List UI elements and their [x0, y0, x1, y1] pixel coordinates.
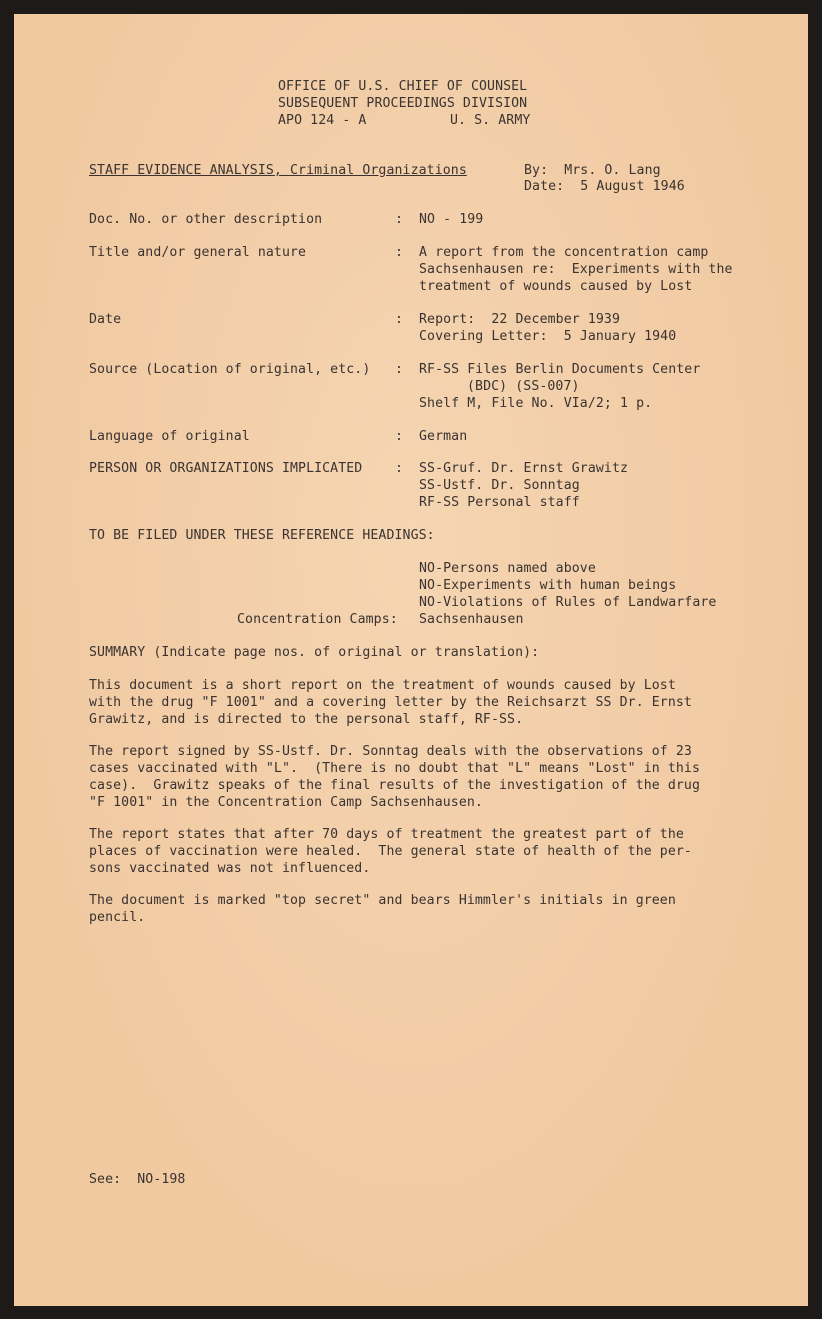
- summary-line: This document is a short report on the treatment of wounds caused by Lost: [89, 678, 676, 693]
- source-line: (BDC) (SS-007): [467, 379, 580, 394]
- header-apo: APO 124 - A: [278, 113, 367, 128]
- language-label: Language of original: [89, 429, 250, 444]
- summary-line: The report states that after 70 days of treatment the greatest part of the: [89, 827, 684, 842]
- summary-line: Grawitz, and is directed to the personal staff, RF-SS.: [89, 712, 524, 727]
- summary-line: case). Grawitz speaks of the final results of the investigation of the drug: [89, 778, 701, 793]
- nature-line: treatment of wounds caused by Lost: [419, 279, 693, 294]
- nature-label: Title and/or general nature: [89, 245, 307, 260]
- person-item: RF-SS Personal staff: [419, 495, 580, 510]
- author: By: Mrs. O. Lang: [524, 163, 661, 178]
- persons-sep: :: [395, 461, 404, 476]
- reference-heading: NO-Experiments with human beings: [419, 578, 677, 593]
- date-label: Date: [89, 312, 122, 327]
- persons-label: PERSON OR ORGANIZATIONS IMPLICATED: [89, 461, 363, 476]
- source-line: RF-SS Files Berlin Documents Center: [419, 362, 701, 377]
- date-sep: :: [395, 312, 404, 327]
- reference-heading: NO-Persons named above: [419, 561, 596, 576]
- nature-line: A report from the concentration camp: [419, 245, 709, 260]
- summary-line: with the drug "F 1001" and a covering letter by the Reichsarzt SS Dr. Ernst: [89, 695, 692, 710]
- summary-line: "F 1001" in the Concentration Camp Sachsenhausen.: [89, 795, 483, 810]
- header-army: U. S. ARMY: [450, 113, 531, 128]
- doc-no-sep: :: [395, 212, 404, 227]
- doc-no-label: Doc. No. or other description: [89, 212, 323, 227]
- reference-heading: NO-Violations of Rules of Landwarfare: [419, 595, 717, 610]
- document-title: STAFF EVIDENCE ANALYSIS, Criminal Organizations: [89, 163, 467, 178]
- camps-value: Sachsenhausen: [419, 612, 524, 627]
- see-reference: See: NO-198: [89, 1172, 186, 1187]
- source-label: Source (Location of original, etc.): [89, 362, 371, 377]
- report-date: Report: 22 December 1939: [419, 312, 620, 327]
- language-sep: :: [395, 429, 404, 444]
- covering-letter-date: Covering Letter: 5 January 1940: [419, 329, 677, 344]
- reference-headings-title: TO BE FILED UNDER THESE REFERENCE HEADINGS:: [89, 528, 435, 543]
- summary-line: cases vaccinated with "L". (There is no doubt that "L" means "Lost" in this: [89, 761, 701, 776]
- person-item: SS-Gruf. Dr. Ernst Grawitz: [419, 461, 629, 476]
- source-line: Shelf M, File No. VIa/2; 1 p.: [419, 396, 653, 411]
- summary-line: places of vaccination were healed. The general state of health of the per-: [89, 844, 692, 859]
- nature-sep: :: [395, 245, 404, 260]
- language-value: German: [419, 429, 468, 444]
- summary-line: The document is marked "top secret" and bears Himmler's initials in green: [89, 893, 676, 908]
- header-division: SUBSEQUENT PROCEEDINGS DIVISION: [278, 96, 528, 111]
- nature-line: Sachsenhausen re: Experiments with the: [419, 262, 733, 277]
- camps-label: Concentration Camps:: [237, 612, 398, 627]
- summary-line: pencil.: [89, 910, 146, 925]
- summary-line: sons vaccinated was not influenced.: [89, 861, 371, 876]
- analysis-date: Date: 5 August 1946: [524, 179, 685, 194]
- summary-line: The report signed by SS-Ustf. Dr. Sonntag deals with the observations of 23: [89, 744, 692, 759]
- document-page: [14, 14, 808, 1306]
- person-item: SS-Ustf. Dr. Sonntag: [419, 478, 580, 493]
- doc-no-value: NO - 199: [419, 212, 484, 227]
- summary-title: SUMMARY (Indicate page nos. of original or translation):: [89, 645, 540, 660]
- header-office: OFFICE OF U.S. CHIEF OF COUNSEL: [278, 79, 528, 94]
- source-sep: :: [395, 362, 404, 377]
